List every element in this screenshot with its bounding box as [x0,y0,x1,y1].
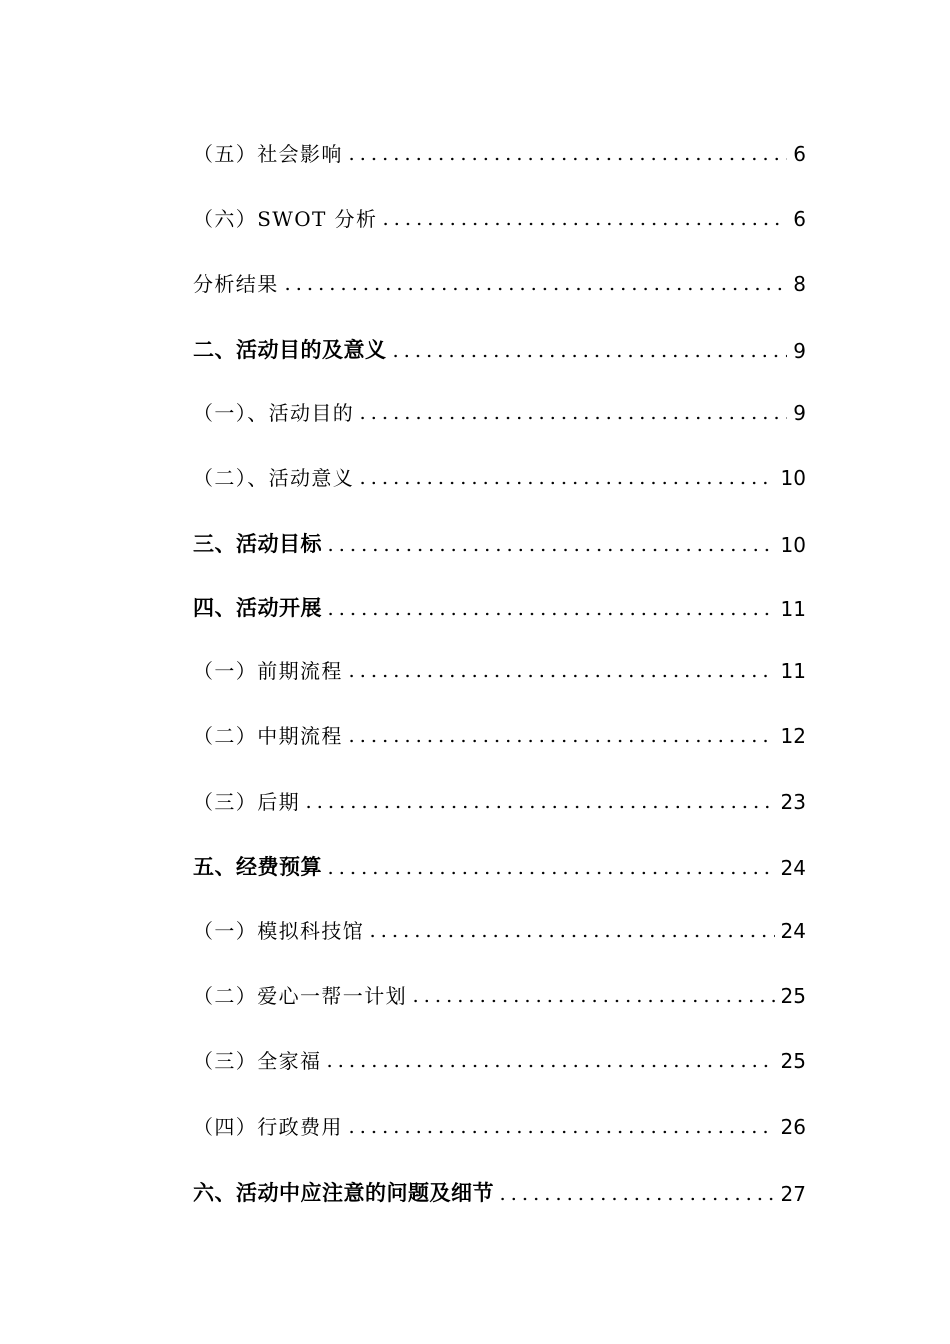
toc-entry-activity-meaning[interactable] [193,456,806,490]
toc-page-number: 24 [780,856,806,880]
toc-entry-admin-costs[interactable] [193,1105,806,1139]
toc-entry-title: （五）社会影响 [193,142,343,166]
toc-entry-title: （一）、活动目的 [193,401,355,425]
toc-entry-middle-process[interactable] [193,714,806,748]
toc-page-number: 10 [780,533,806,557]
toc-dot-leader [346,1130,775,1134]
toc-entry-title: （三）全家福 [193,1049,322,1073]
toc-entry-analysis-results[interactable] [193,262,806,296]
toc-entry-title: 四、活动开展 [193,596,322,620]
toc-entry-title: （三）后期 [193,790,300,814]
toc-entry-title: （六）SWOT 分析 [193,207,378,231]
toc-entry-title: （四）行政费用 [193,1115,343,1139]
toc-entry-title: （二）爱心一帮一计划 [193,984,407,1008]
toc-entry-title: （一）前期流程 [193,659,343,683]
toc-page-number: 26 [780,1115,806,1139]
toc-dot-leader [282,287,788,291]
toc-entry-title: 分析结果 [193,272,279,296]
toc-entry-science-museum[interactable] [193,909,806,943]
toc-entry-title: （一）模拟科技馆 [193,919,365,943]
toc-entry-early-process[interactable] [193,649,806,683]
toc-page-number: 23 [780,790,806,814]
toc-entry-late-stage[interactable] [193,780,806,814]
toc-dot-leader [346,739,775,743]
toc-page-number: 10 [780,466,806,490]
toc-entry-swot-analysis[interactable] [193,197,806,231]
toc-entry-section-4[interactable] [193,587,806,621]
toc-dot-leader [346,157,787,161]
toc-dot-leader [325,548,775,552]
toc-dot-leader [390,354,788,358]
toc-dot-leader [325,612,775,616]
toc-page-number: 24 [780,919,806,943]
toc-dot-leader [497,1197,775,1201]
toc-page-number: 9 [793,401,806,425]
toc-entry-family-photo[interactable] [193,1039,806,1073]
toc-page-number: 12 [780,724,806,748]
toc-page-number: 11 [780,597,806,621]
toc-entry-title: 六、活动中应注意的问题及细节 [193,1181,494,1205]
toc-entry-title: 五、经费预算 [193,855,322,879]
toc-page-number: 25 [780,984,806,1008]
toc-entry-section-5[interactable] [193,846,806,880]
toc-entry-activity-purpose[interactable] [193,391,806,425]
toc-entry-social-impact[interactable] [193,132,806,166]
toc-dot-leader [357,416,787,420]
toc-page-number: 25 [780,1049,806,1073]
toc-dot-leader [346,674,775,678]
toc-page-number: 11 [780,659,806,683]
toc-entry-title: 三、活动目标 [193,532,322,556]
toc-entry-section-3[interactable] [193,523,806,557]
toc-dot-leader [410,999,775,1003]
toc-page-number: 9 [793,339,806,363]
toc-entry-section-6[interactable] [193,1172,806,1206]
toc-dot-leader [324,1064,774,1068]
toc-page-number: 8 [793,272,806,296]
toc-dot-leader [380,222,787,226]
toc-dot-leader [303,805,775,809]
toc-page-number: 6 [793,207,806,231]
toc-dot-leader [367,934,774,938]
toc-page-number: 27 [780,1182,806,1206]
toc-dot-leader [325,871,775,875]
toc-entry-section-2[interactable] [193,329,806,363]
toc-entry-title: （二）中期流程 [193,724,343,748]
toc-entry-title: （二）、活动意义 [193,466,355,490]
toc-entry-mentoring-plan[interactable] [193,974,806,1008]
toc-entry-title: 二、活动目的及意义 [193,338,387,362]
toc-page-number: 6 [793,142,806,166]
toc-dot-leader [357,481,774,485]
